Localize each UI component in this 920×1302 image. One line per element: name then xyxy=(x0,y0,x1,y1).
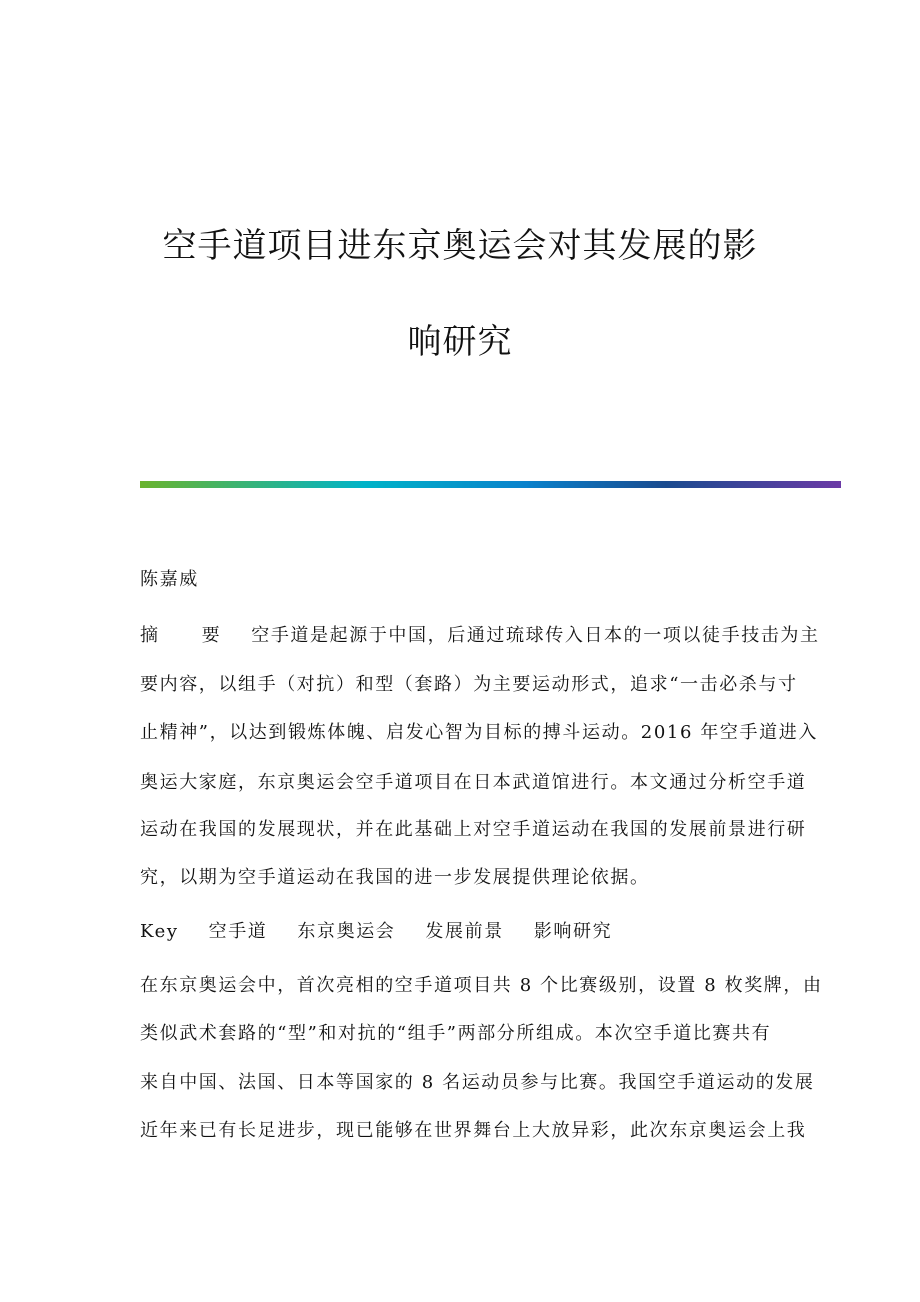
abstract-line-6: 究，以期为空手道运动在我国的进一步发展提供理论依据。 xyxy=(140,867,650,888)
abstract-line-2: 要内容，以组手（对抗）和型（套路）为主要运动形式，追求“一击必杀与寸 xyxy=(140,674,798,695)
keyword: 发展前景 xyxy=(425,921,504,942)
keyword: 影响研究 xyxy=(533,921,613,942)
doc-title-line-2: 响研究 xyxy=(407,322,513,362)
keyword: 空手道 xyxy=(208,921,268,942)
author: 陈嘉威 xyxy=(140,569,199,590)
keywords xyxy=(140,920,612,944)
body-line-1: 在东京奥运会中，首次亮相的空手道项目共 8 个比赛级别，设置 8 枚奖牌，由 xyxy=(140,975,823,996)
body-line-2: 类似武术套路的“型”和对抗的“组手”两部分所组成。本次空手道比赛共有 xyxy=(140,1023,772,1044)
doc-title-line-1: 空手道项目进东京奥运会对其发展的影 xyxy=(162,226,758,266)
abstract-line-4: 奥运大家庭，东京奥运会空手道项目在日本武道馆进行。本文通过分析空手道 xyxy=(140,772,807,793)
abstract-text: 空手道是起源于中国，后通过琉球传入日本的一项以徒手技击为主 xyxy=(251,625,820,646)
keyword: 东京奥运会 xyxy=(297,921,396,942)
body-line-3: 来自中国、法国、日本等国家的 8 名运动员参与比赛。我国空手道运动的发展 xyxy=(140,1072,815,1093)
body-line-4: 近年来已有长足进步，现已能够在世界舞台上大放异彩，此次东京奥运会上我 xyxy=(140,1120,807,1141)
abstract-line-5: 运动在我国的发展现状，并在此基础上对空手道运动在我国的发展前景进行研 xyxy=(140,819,807,840)
keywords-label: Key xyxy=(140,921,179,942)
gradient-divider xyxy=(140,481,841,488)
abstract-label-2: 要 xyxy=(201,625,222,646)
abstract-label-1: 摘 xyxy=(140,625,160,646)
abstract-line-3: 止精神”，以达到锻炼体魄、启发心智为目标的搏斗运动。2016 年空手道进入 xyxy=(140,722,818,743)
abstract-line-1 xyxy=(140,624,820,648)
